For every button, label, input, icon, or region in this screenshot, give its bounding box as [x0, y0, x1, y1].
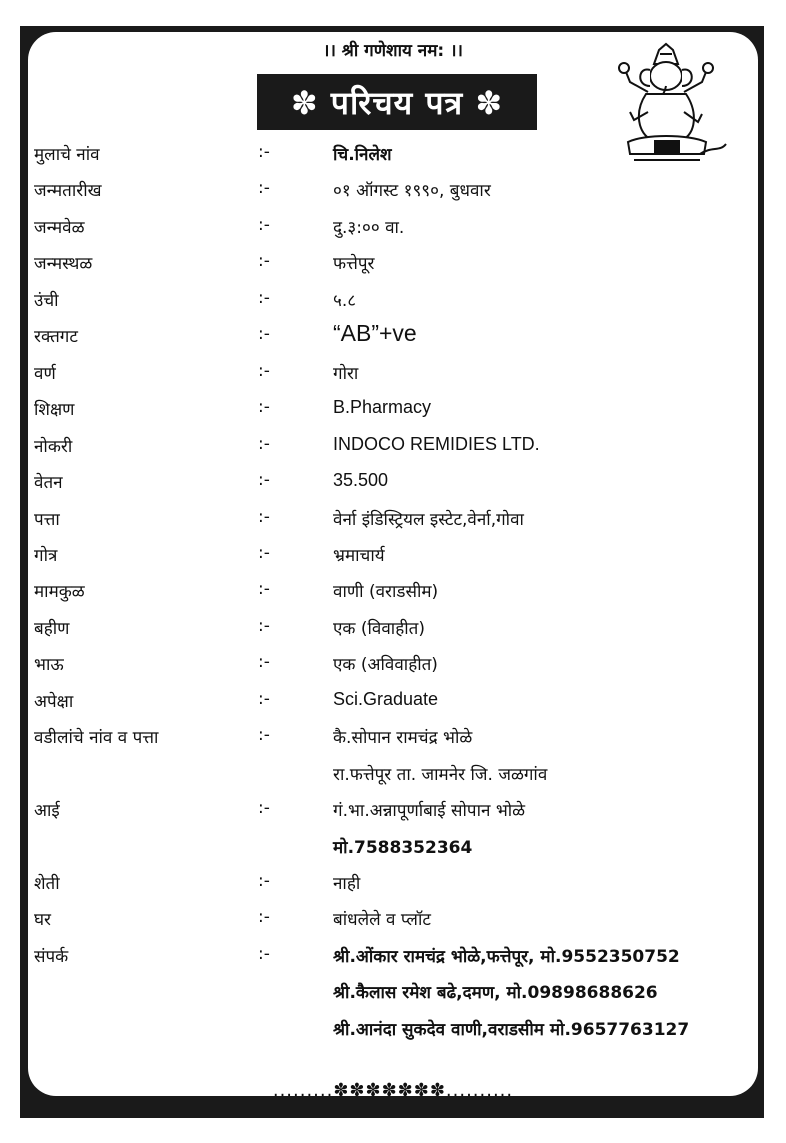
detail-value: नाही [333, 874, 361, 894]
detail-row [0, 466, 786, 500]
detail-row [0, 794, 786, 828]
detail-separator: :- [258, 542, 270, 563]
detail-value: चि.निलेश [333, 145, 392, 165]
detail-row [0, 867, 786, 901]
detail-separator: :- [258, 324, 270, 345]
detail-label: वर्ण [34, 363, 56, 384]
detail-row [0, 138, 786, 172]
detail-value: वेर्ना इंडिस्ट्रियल इस्टेट,वेर्ना,गोवा [333, 509, 524, 530]
detail-separator: :- [258, 214, 270, 235]
detail-separator: :- [258, 470, 270, 491]
detail-label: नोकरी [34, 436, 73, 457]
detail-value: मो.7588352364 [333, 837, 473, 858]
detail-row [0, 393, 786, 427]
detail-value: 35.500 [333, 470, 389, 491]
detail-separator: :- [258, 287, 270, 308]
detail-separator: :- [258, 943, 270, 964]
detail-label: जन्मस्थळ [34, 254, 93, 275]
detail-separator: :- [258, 506, 270, 527]
document-title: ✽ परिचय पत्र ✽ [257, 74, 537, 130]
invocation-line: ।। श्री गणेशाय नम: ।। [323, 41, 463, 61]
detail-value: श्री.कैलास रमेश बढे,दमण, मो.09898688626 [333, 983, 658, 1004]
detail-label: आई [34, 801, 60, 822]
detail-value: कै.सोपान रामचंद्र भोळे [333, 728, 473, 749]
detail-label: मुलाचे नांव [34, 145, 100, 165]
detail-value: ०१ ऑगस्ट १९९०, बुधवार [333, 181, 491, 202]
detail-row [0, 430, 786, 464]
detail-label: मामकुळ [34, 582, 85, 603]
detail-value: गं.भा.अन्नापूर्णाबाई सोपान भोळे [333, 801, 526, 822]
detail-label: वेतन [34, 473, 63, 494]
detail-value: INDOCO REMIDIES LTD. [333, 433, 540, 454]
detail-separator: :- [258, 798, 270, 819]
detail-separator: :- [258, 397, 270, 418]
detail-row [0, 1013, 786, 1047]
detail-label: रक्तगट [34, 327, 78, 348]
detail-value: बांधलेले व प्लॉट [333, 910, 431, 931]
detail-separator: :- [258, 907, 270, 928]
footer-ornament: .........✽✽✽✽✽✽✽.......... [272, 1080, 514, 1101]
detail-row [0, 503, 786, 537]
detail-row [0, 247, 786, 281]
detail-row [0, 575, 786, 609]
detail-separator: :- [258, 251, 270, 272]
detail-separator: :- [258, 360, 270, 381]
detail-row [0, 211, 786, 245]
detail-label: जन्मतारीख [34, 181, 102, 202]
detail-label: गोत्र [34, 545, 58, 566]
detail-value: फत्तेपूर [333, 254, 375, 275]
detail-label: संपर्क [34, 946, 69, 967]
detail-value: भ्रमाचार्य [333, 545, 385, 566]
detail-row [0, 903, 786, 937]
detail-value: B.Pharmacy [333, 397, 432, 418]
detail-label: शेती [34, 874, 60, 894]
detail-separator: :- [258, 178, 270, 199]
detail-value: श्री.आनंदा सुकदेव वाणी,वराडसीम मो.9657763127 [333, 1019, 690, 1040]
detail-separator: :- [258, 725, 270, 746]
detail-label: शिक्षण [34, 400, 75, 421]
detail-row [0, 174, 786, 208]
detail-separator: :- [258, 579, 270, 600]
detail-row [0, 320, 786, 354]
detail-row [0, 831, 786, 865]
detail-value: श्री.ओंकार रामचंद्र भोळे,फत्तेपूर, मो.9552350752 [333, 946, 680, 967]
detail-value: Sci.Graduate [333, 688, 439, 709]
detail-value: दु.३:०० वा. [333, 217, 405, 238]
detail-label: उंची [34, 290, 59, 311]
detail-value: रा.फत्तेपूर ता. जामनेर जि. जळगांव [333, 764, 548, 785]
detail-row [0, 284, 786, 318]
detail-value: एक (अविवाहीत) [333, 655, 438, 676]
detail-separator: :- [258, 433, 270, 454]
detail-row [0, 758, 786, 792]
detail-value: ५.८ [333, 290, 357, 311]
detail-row [0, 648, 786, 682]
detail-row [0, 685, 786, 719]
detail-label: भाऊ [34, 655, 64, 676]
detail-value: गोरा [333, 363, 359, 384]
detail-row [0, 976, 786, 1010]
detail-label: पत्ता [34, 509, 60, 530]
detail-separator: :- [258, 688, 270, 709]
detail-value: वाणी (वराडसीम) [333, 582, 439, 603]
detail-value: “AB”+ve [333, 320, 417, 347]
detail-label: वडीलांचे नांव व पत्ता [34, 728, 159, 749]
detail-separator: :- [258, 142, 270, 162]
detail-value: एक (विवाहीत) [333, 618, 425, 639]
detail-row [0, 721, 786, 755]
detail-row [0, 612, 786, 646]
detail-label: बहीण [34, 618, 70, 639]
detail-row [0, 357, 786, 391]
detail-row [0, 539, 786, 573]
detail-separator: :- [258, 615, 270, 636]
detail-separator: :- [258, 652, 270, 673]
detail-label: घर [34, 910, 51, 931]
detail-label: जन्मवेळ [34, 217, 85, 238]
detail-row [0, 940, 786, 974]
detail-label: अपेक्षा [34, 691, 74, 712]
detail-separator: :- [258, 871, 270, 891]
